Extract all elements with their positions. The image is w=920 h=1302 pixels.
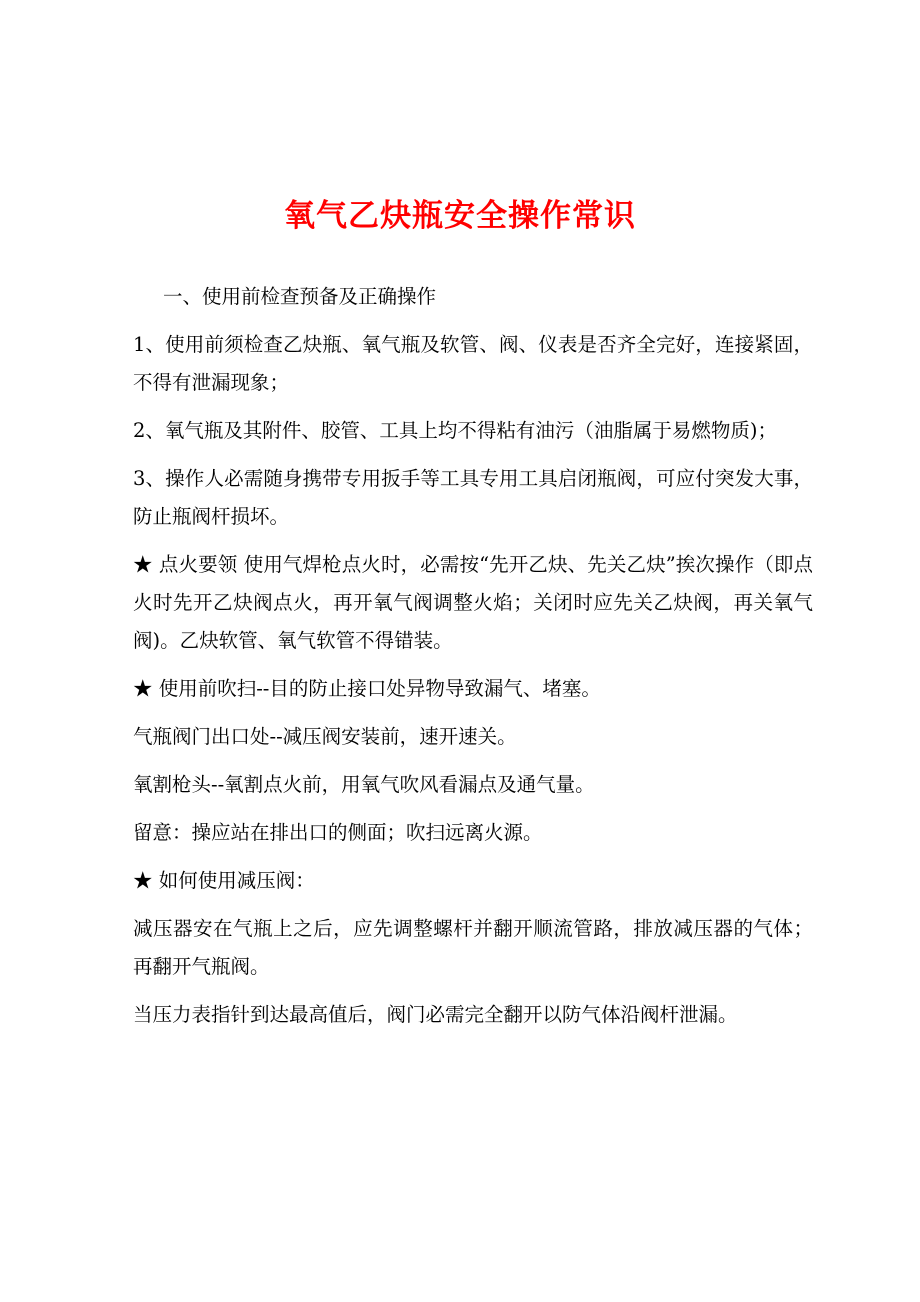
paragraph: 气瓶阀门出口处--减压阀安装前，速开速关。 [133,725,517,748]
document-title: 氧气乙炔瓶安全操作常识 [284,198,636,234]
section-heading: 一、使用前检查预备及正确操作 [163,285,437,308]
paragraph: 留意：操应站在排出口的侧面；吹扫远离火源。 [133,821,543,844]
paragraph: 减压器安在气瓶上之后，应先调整螺杆并翻开顺流管路，排放减压器的气体；再翻开气瓶阀。 [133,917,813,978]
paragraph: 当压力表指针到达最高值后，阀门必需完全翻开以防气体沿阀杆泄漏。 [133,1003,738,1026]
paragraph: 3、操作人必需随身携带专用扳手等工具专用工具启闭瓶阀，可应付突发大事，防止瓶阀杆损坏。 [133,467,813,528]
paragraph: ★ 使用前吹扫--目的防止接口处异物导致漏气、堵塞。 [133,677,601,700]
paragraph: ★ 如何使用减压阀： [133,869,315,892]
paragraph: 1、使用前须检查乙炔瓶、氧气瓶及软管、阀、仪表是否齐全完好，连接紧固，不得有泄漏现象； [133,333,813,394]
paragraph: 氧割枪头--氧割点火前，用氧气吹风看漏点及通气量。 [133,773,595,796]
paragraph: 2、氧气瓶及其附件、胶管、工具上均不得粘有油污（油脂属于易燃物质)； [133,419,778,442]
document-body [133,278,813,1044]
paragraph: ★ 点火要领 使用气焊枪点火时，必需按“先开乙炔、先关乙炔”挨次操作（即点火时先开乙炔阀点火，再开氧气阀调整火焰；关闭时应先关乙炔阀，再关氧气阀)。乙炔软管、氧气软管不得错装。 [133,553,813,652]
